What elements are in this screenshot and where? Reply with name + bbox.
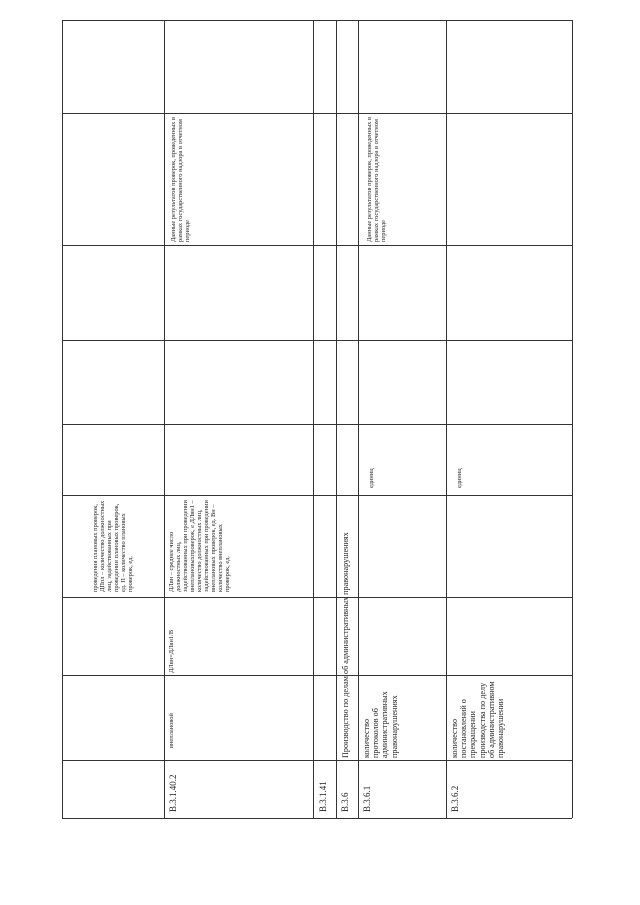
header-line-b xyxy=(62,245,572,246)
header-line-a xyxy=(62,113,572,114)
header-line-h xyxy=(62,760,572,761)
row2-code: B.3.1.40.2 xyxy=(168,774,178,812)
row5-name: количество протоколов об административных правонарушениях xyxy=(362,691,399,758)
row1-formula-desc: проведения плановых проверок, ДПпл – количество должностных лиц, задействованных при проведении плановых проверок, ед. П – количество плановых проверок, ед. xyxy=(92,500,134,592)
row-line-5 xyxy=(446,20,447,818)
row5-unit: единиц xyxy=(368,468,375,488)
row6-name: количество постановлений о прекращении производства по делу об административном правонарушении xyxy=(450,681,506,758)
table-border-top xyxy=(62,20,572,21)
table-border-left xyxy=(62,20,63,818)
header-line-d xyxy=(62,424,572,425)
header-line-g xyxy=(62,675,572,676)
header-line-c xyxy=(62,340,572,341)
table-border-right xyxy=(572,20,573,818)
row6-code: B.3.6.2 xyxy=(450,785,460,812)
row2-source: Данные результатов проверок, проведенных в рамках государственного надзора в отчетном периоде xyxy=(170,117,191,242)
row5-source: Данные результатов проверок, проведенных в рамках государственного надзора в отчетном периоде xyxy=(366,117,387,242)
row-line-2 xyxy=(313,20,314,818)
row5-code: B.3.6.1 xyxy=(362,785,372,812)
row2-name: внеплановой xyxy=(168,713,175,748)
row-line-1 xyxy=(164,20,165,818)
row-line-4 xyxy=(358,20,359,818)
row4-section-title: Производство по делам об административных правонарушениях xyxy=(341,532,350,758)
row3-code: B.3.1.41 xyxy=(318,781,328,812)
row-line-3 xyxy=(336,20,337,818)
header-line-f xyxy=(62,597,572,598)
row6-unit: единиц xyxy=(456,468,463,488)
header-line-e xyxy=(62,495,572,496)
table-border-bottom xyxy=(62,818,572,819)
row4-code: B.3.6 xyxy=(340,792,350,812)
row2-formula-desc: ДЛвн – среднее число должностных лиц, задействованных при проведении внеплановыхпроверок, е ДЛвн1 – количество должностных лиц, задействованных при проведении внеплановых проверок, ед. Вн – количество внеплановых проверок, ед. xyxy=(168,500,231,592)
row2-formula: ДЛвн=ДЛвн1/В xyxy=(168,629,175,673)
